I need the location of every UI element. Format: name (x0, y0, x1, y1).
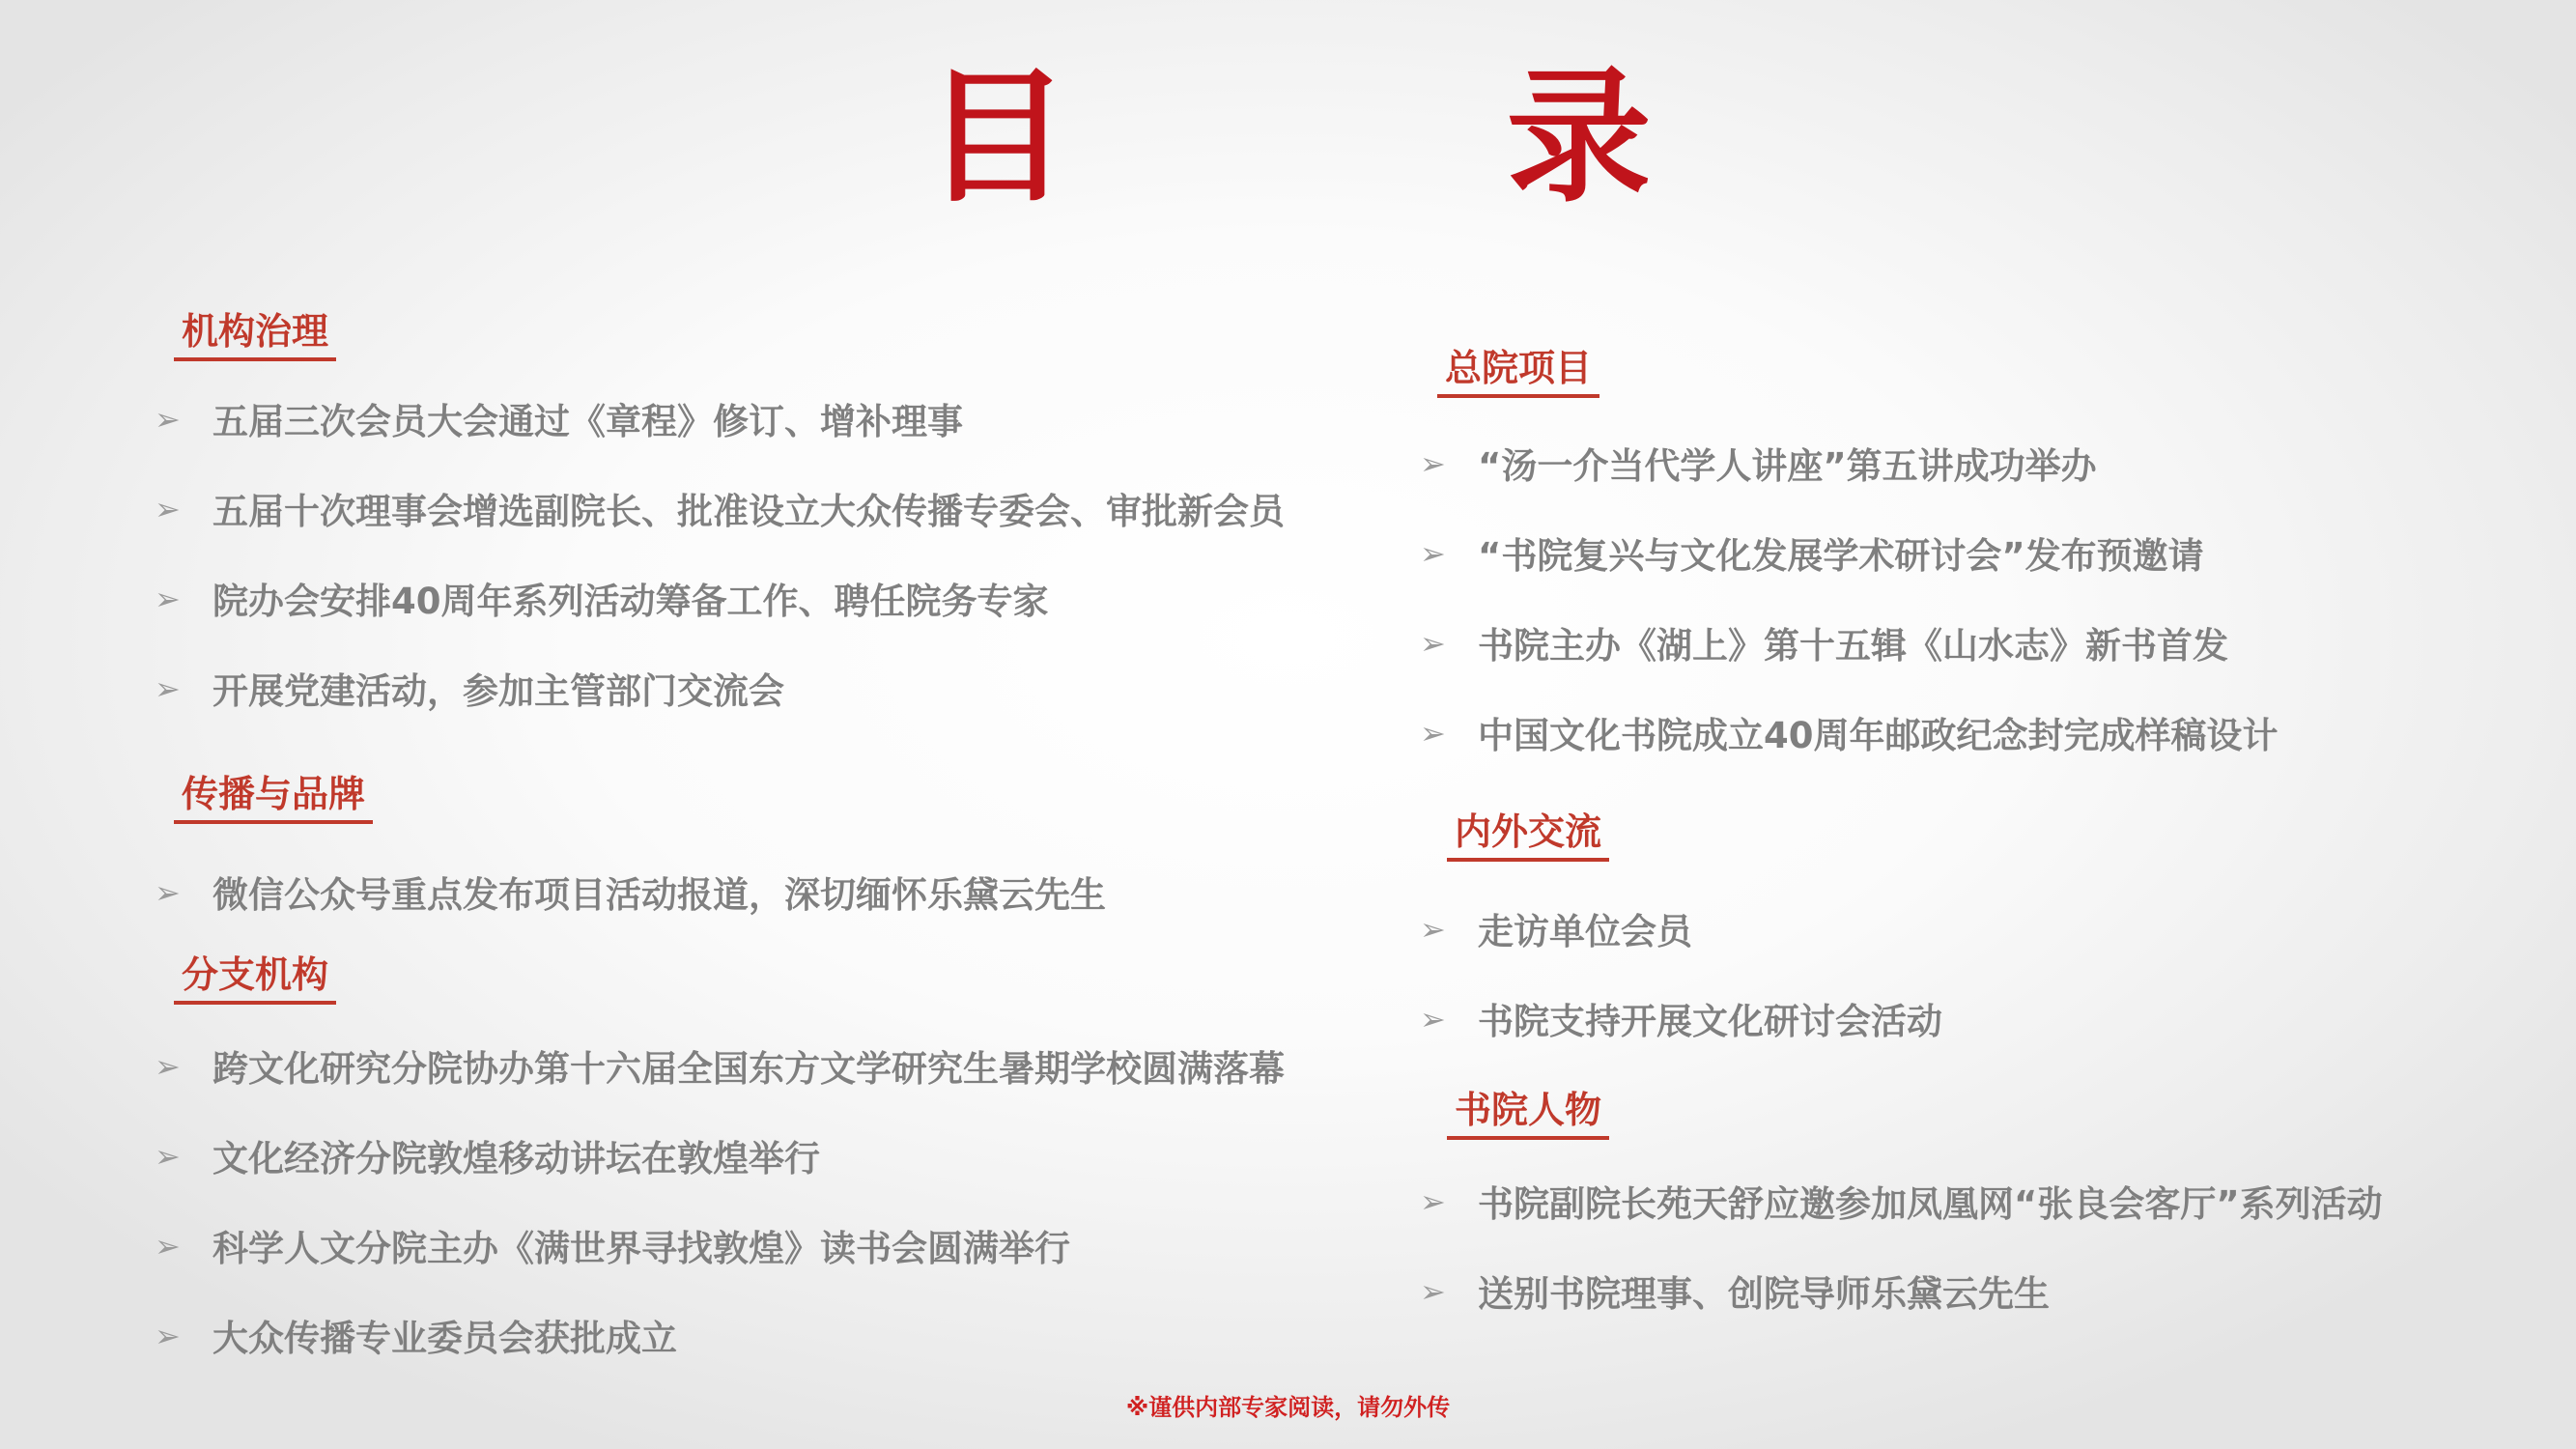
arrow-bullet-icon: ➢ (155, 1138, 181, 1175)
list-item-text: 文化经济分院敦煌移动讲坛在敦煌举行 (212, 1138, 820, 1179)
list-item-text: 书院支持开展文化研讨会活动 (1478, 1001, 1942, 1042)
arrow-bullet-icon: ➢ (155, 1228, 181, 1264)
section-heading-branches: 分支机构 (174, 954, 336, 1005)
page-title: 目 录 (924, 52, 1845, 222)
arrow-bullet-icon: ➢ (155, 874, 181, 911)
list-item-text: 送别书院理事、创院导师乐黛云先生 (1478, 1273, 2050, 1315)
list-item-text: 大众传播专业委员会获批成立 (212, 1318, 677, 1359)
list-item-text: 科学人文分院主办《满世界寻找敦煌》读书会圆满举行 (212, 1228, 1070, 1269)
section-heading-communication: 传播与品牌 (174, 774, 373, 824)
list-item-text: 五届十次理事会增选副院长、批准设立大众传播专委会、审批新会员 (212, 491, 1285, 532)
arrow-bullet-icon: ➢ (1420, 1001, 1446, 1037)
arrow-bullet-icon: ➢ (155, 1048, 181, 1085)
list-item-text: 院办会安排40周年系列活动筹备工作、聘任院务专家 (212, 581, 1049, 622)
list-item-text: 书院副院长苑天舒应邀参加凤凰网“张良会客厅”系列活动 (1478, 1183, 2383, 1225)
section-heading-people: 书院人物 (1447, 1090, 1609, 1140)
arrow-bullet-icon: ➢ (1420, 625, 1446, 662)
list-item-text: 微信公众号重点发布项目活动报道，深切缅怀乐黛云先生 (212, 874, 1106, 916)
arrow-bullet-icon: ➢ (155, 1318, 181, 1354)
section-heading-governance: 机构治理 (174, 311, 336, 361)
section-heading-headquarters-projects: 总院项目 (1437, 348, 1599, 398)
arrow-bullet-icon: ➢ (155, 581, 181, 617)
list-item-text: 开展党建活动，参加主管部门交流会 (212, 670, 784, 712)
arrow-bullet-icon: ➢ (155, 491, 181, 527)
list-item-text: 走访单位会员 (1478, 911, 1692, 952)
list-item-text: “书院复兴与文化发展学术研讨会”发布预邀请 (1478, 535, 2204, 577)
list-item-text: “汤一介当代学人讲座”第五讲成功举办 (1478, 445, 2097, 487)
arrow-bullet-icon: ➢ (1420, 445, 1446, 482)
section-heading-exchanges: 内外交流 (1447, 811, 1609, 862)
arrow-bullet-icon: ➢ (1420, 911, 1446, 948)
list-item-text: 跨文化研究分院协办第十六届全国东方文学研究生暑期学校圆满落幕 (212, 1048, 1285, 1090)
arrow-bullet-icon: ➢ (1420, 1183, 1446, 1220)
arrow-bullet-icon: ➢ (1420, 715, 1446, 752)
list-item-text: 书院主办《湖上》第十五辑《山水志》新书首发 (1478, 625, 2228, 667)
arrow-bullet-icon: ➢ (1420, 535, 1446, 572)
arrow-bullet-icon: ➢ (1420, 1273, 1446, 1310)
arrow-bullet-icon: ➢ (155, 670, 181, 707)
arrow-bullet-icon: ➢ (155, 401, 181, 438)
confidentiality-note: ※谨供内部专家阅读，请勿外传 (1125, 1394, 1451, 1421)
list-item-text: 中国文化书院成立40周年邮政纪念封完成样稿设计 (1478, 715, 2279, 756)
list-item-text: 五届三次会员大会通过《章程》修订、增补理事 (212, 401, 963, 442)
